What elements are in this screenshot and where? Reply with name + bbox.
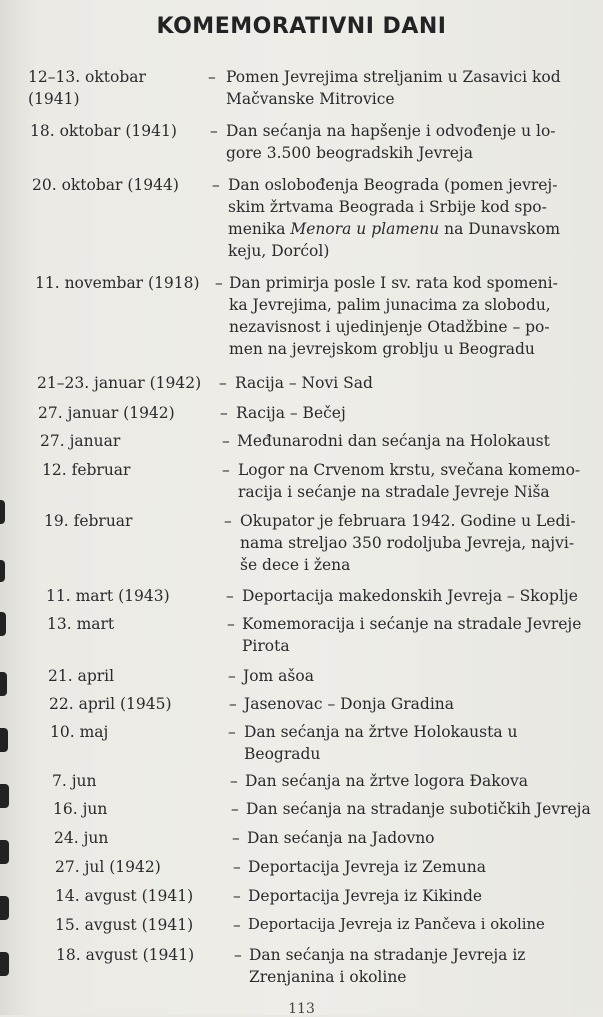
entry-dash: –	[233, 916, 241, 934]
entry-date: 19. februar	[44, 512, 133, 530]
entry-line: Jasenovac – Donja Gradina	[244, 695, 455, 713]
entry-line: Dan sećanja na Jadovno	[247, 829, 435, 847]
entry-description	[247, 827, 435, 849]
entry-date-year: (1941)	[28, 90, 80, 108]
entry-dash: –	[219, 374, 227, 392]
entry-dash: –	[226, 587, 234, 605]
entry-line: Deportacija Jevreja iz Kikinde	[248, 887, 483, 905]
entry-dash: –	[220, 404, 228, 422]
entry-line: racija i sećanje na stradale Jevreje Niša	[238, 483, 550, 501]
entry-line: Dan sećanja na hapšenje i odvođenje u lo-	[226, 122, 556, 140]
entry-description	[226, 120, 556, 164]
entry-line: še dece i žena	[240, 556, 351, 574]
entry-line: Logor na Crvenom krstu, svečana komemo-	[238, 461, 581, 479]
entry-line: nama streljao 350 rodoljuba Jevreja, najvi-	[240, 534, 575, 552]
entry-line: Deportacija Jevreja iz Zemuna	[248, 858, 486, 876]
entry-date: 13. mart	[47, 615, 115, 633]
entry-description	[238, 459, 580, 503]
entry-date: 18. oktobar (1941)	[30, 122, 177, 140]
monument-name: Menora u plamenu	[290, 220, 440, 238]
entry-date: 27. jul (1942)	[55, 858, 161, 876]
entry-date: 22. april (1945)	[49, 695, 172, 713]
entry-date: 14. avgust (1941)	[55, 887, 194, 905]
entry-dash: –	[233, 858, 241, 876]
entry-line: Pirota	[242, 637, 290, 655]
entry-date: 7. jun	[52, 772, 97, 790]
entry-description	[243, 665, 314, 687]
entry-line: Dan sećanja na žrtve logora Đakova	[245, 772, 528, 790]
entry-line: Deportacija makedonskih Jevreja – Skoplje	[242, 587, 578, 605]
entry-date: 27. januar	[40, 432, 121, 450]
entry-line: Beogradu	[244, 745, 321, 763]
entry-line: Mačvanske Mitrovice	[226, 90, 395, 108]
entry-description	[242, 585, 578, 607]
entry-date: 16. jun	[53, 800, 108, 818]
entry-line: men na jevrejskom groblju u Beogradu	[229, 340, 535, 358]
entry-description	[228, 174, 560, 262]
entry-line: Pomen Jevrejima streljanim u Zasavici kod	[226, 68, 561, 86]
entry-description	[235, 372, 373, 394]
page-number: 113	[288, 1001, 315, 1017]
entry-date: 20. oktobar (1944)	[32, 176, 179, 194]
entry-dash: –	[208, 68, 216, 86]
entry-description	[244, 693, 454, 715]
entry-dash: –	[215, 274, 223, 292]
entry-description	[249, 944, 525, 988]
entry-date: 18. avgust (1941)	[56, 946, 195, 964]
entry-date: 27. januar (1942)	[38, 404, 175, 422]
entry-dash: –	[227, 615, 235, 633]
entry-description	[240, 510, 576, 576]
entry-line: gore 3.500 beogradskih Jevreja	[226, 144, 473, 162]
entry-date: 10. maj	[50, 723, 109, 741]
entry-dash: –	[210, 122, 218, 140]
entry-description	[246, 798, 591, 820]
entry-line: Dan sećanja na stradanje subotičkih Jevreja	[246, 800, 591, 818]
entry-description	[248, 856, 486, 878]
entry-line: Jom ašoa	[243, 667, 314, 685]
entry-dash: –	[224, 512, 232, 530]
entry-line: skim žrtvama Beograda i Srbije kod spo-	[228, 198, 547, 216]
entry-dash: –	[230, 772, 238, 790]
entry-description	[245, 770, 528, 792]
entry-dash: –	[228, 667, 236, 685]
entry-dash: –	[234, 946, 242, 964]
entry-line: Zrenjanina i okoline	[249, 968, 407, 986]
entry-line: menika Menora u plamenu na Dunavskom	[228, 220, 561, 238]
entry-line: Dan sećanja na žrtve Holokausta u	[244, 723, 518, 741]
entry-description	[229, 272, 558, 360]
entry-line: Racija – Novi Sad	[235, 374, 373, 392]
entry-line: Dan sećanja na stradanje Jevreja iz	[249, 946, 526, 964]
entry-date: 11. mart (1943)	[46, 587, 170, 605]
entry-dash: –	[231, 800, 239, 818]
entry-date: 12. februar	[42, 461, 131, 479]
entry-dash: –	[222, 432, 230, 450]
entry-description	[226, 66, 561, 110]
entry-description	[236, 402, 346, 424]
entry-date: 21–23. januar (1942)	[37, 374, 202, 392]
entry-description	[242, 613, 581, 657]
entry-date: 15. avgust (1941)	[55, 916, 194, 934]
entry-line: Deportacija Jevreja iz Pančeva i okoline	[248, 916, 545, 933]
entry-dash: –	[222, 461, 230, 479]
entry-description	[248, 885, 482, 907]
page-title: KOMEMORATIVNI DANI	[156, 14, 447, 39]
entry-dash: –	[228, 723, 236, 741]
entry-line: keju, Dorćol)	[228, 242, 330, 260]
entry-line: ka Jevrejima, palim junacima za slobodu,	[229, 296, 551, 314]
entry-date: 12–13. oktobar	[28, 68, 146, 86]
entry-date: 21. april	[48, 667, 115, 685]
entry-dash: –	[232, 829, 240, 847]
entry-line: Okupator je februara 1942. Godine u Ledi-	[240, 512, 576, 530]
entry-line: Dan oslobođenja Beograda (pomen jevrej-	[228, 176, 558, 194]
entry-dash: –	[229, 695, 237, 713]
entry-date: 24. jun	[54, 829, 109, 847]
entry-dash: –	[233, 887, 241, 905]
entry-line: Komemoracija i sećanje na stradale Jevreje	[242, 615, 582, 633]
entry-description	[248, 914, 545, 936]
entry-line: nezavisnost i ujedinjenje Otadžbine – po-	[229, 318, 550, 336]
entry-description	[244, 721, 517, 765]
entry-line: Međunarodni dan sećanja na Holokaust	[237, 432, 550, 450]
entry-date: 11. novembar (1918)	[35, 274, 200, 292]
entry-line: Racija – Bečej	[236, 404, 346, 422]
entry-dash: –	[212, 176, 220, 194]
entry-line: Dan primirja posle I sv. rata kod spomeni-	[229, 274, 558, 292]
entry-description	[237, 430, 550, 452]
